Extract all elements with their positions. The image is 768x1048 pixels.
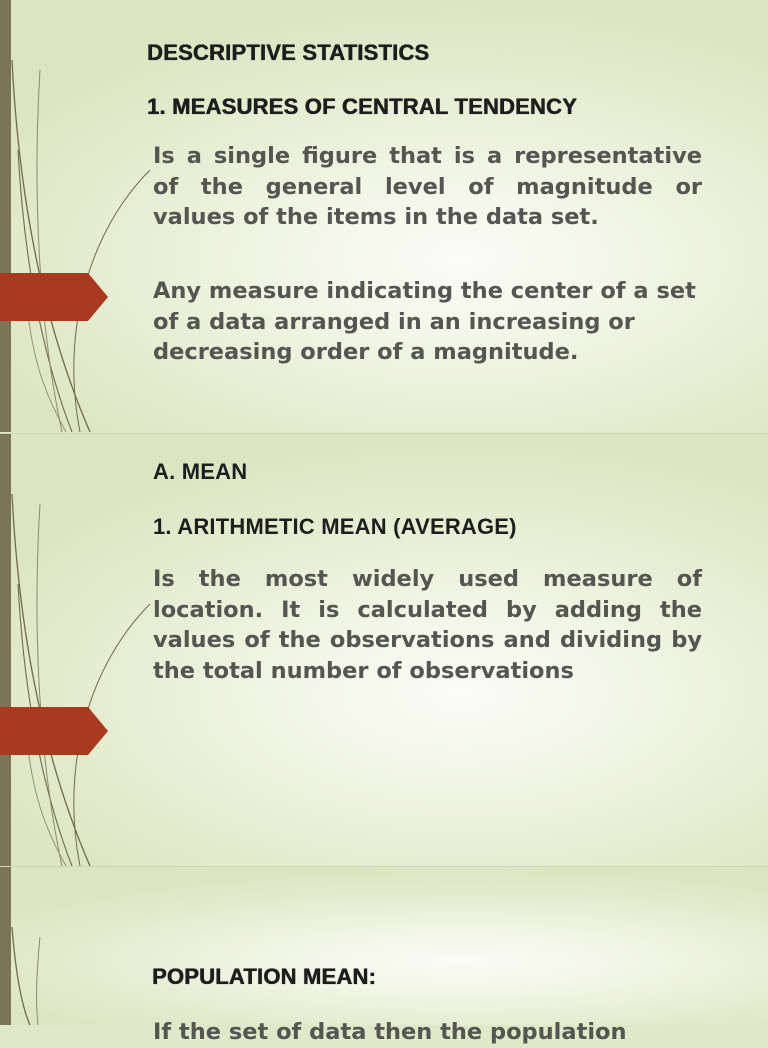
paragraph-partial: If the set of data then the population — [153, 1019, 627, 1045]
slide-left-bar — [0, 434, 11, 866]
arrow-tab — [0, 707, 108, 755]
slide-1 — [0, 0, 768, 432]
decorative-curves — [0, 0, 140, 432]
arrow-tab — [0, 273, 108, 321]
slide-subtitle: 1. MEASURES OF CENTRAL TENDENCY — [147, 94, 577, 119]
slide-left-bar — [0, 0, 11, 432]
paragraph-arithmetic-mean: Is the most widely used measure of location. It is calculated by adding the values of the observations and dividing by the total number of observations — [153, 566, 702, 684]
paragraph-definition: Is a single figure that is a representative of the general level of magnitude or values of the items in the data set. — [153, 143, 702, 230]
paragraph-center-measure: Any measure indicating the center of a set of a data arranged in an increasing or decreasing order of a magnitude. — [153, 278, 696, 365]
slide-3 — [0, 866, 768, 1045]
slide-subtitle: 1. ARITHMETIC MEAN (AVERAGE) — [153, 514, 517, 539]
slide-left-bar — [0, 867, 11, 1025]
slide-title: DESCRIPTIVE STATISTICS — [147, 40, 430, 65]
decorative-curves — [0, 867, 140, 1025]
slide-title: A. MEAN — [153, 459, 248, 484]
decorative-curves — [0, 434, 140, 866]
slide-title: POPULATION MEAN: — [152, 964, 377, 989]
slide-2 — [0, 433, 768, 866]
